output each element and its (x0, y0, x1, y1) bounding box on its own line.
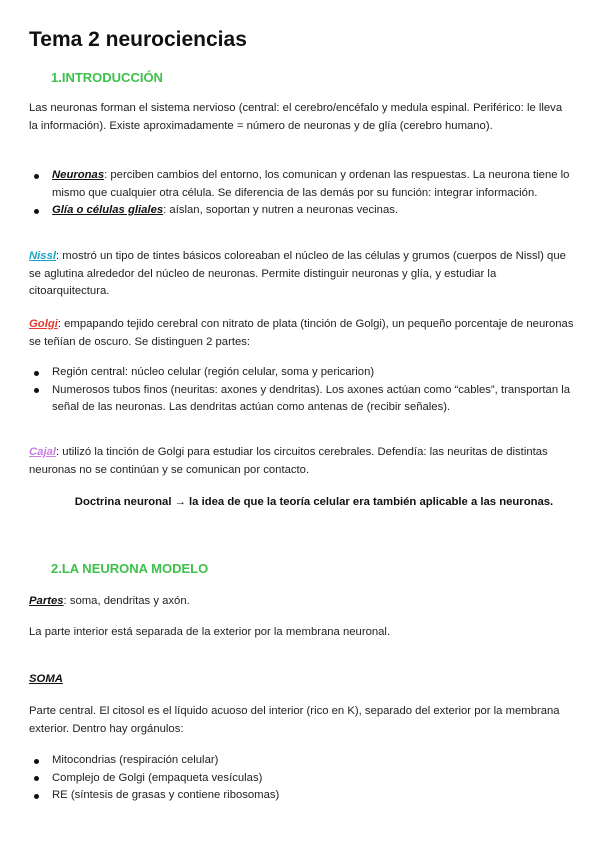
parts-text: : soma, dendritas y axón. (63, 595, 190, 607)
list-item-text: Región central: núcleo celular (región celular, soma y pericarion) (52, 366, 375, 378)
list-item-text: : perciben cambios del entorno, los comunican y ordenan las respuestas. La neurona tiene lo mismo que cualquier otra célula. Se diferencia de las demás por su función: integrar información. (52, 169, 570, 199)
membrane-paragraph (29, 624, 574, 642)
nissl-paragraph (29, 248, 574, 301)
list-item-text: : aíslan, soportan y nutren a neuronas vecinas. (163, 204, 399, 217)
list-item-text: Numerosos tubos finos (neuritas: axones y dendritas). Los axones actúan como “cables”, transportan la señal de las neuronas. Las dendritas actúan como antenas de (recibir señales). (52, 383, 571, 414)
soma-text: Parte central. El citosol es el líquido acuoso del interior (rico en K), separado del exterior por la membrana exterior. Dentro hay orgánulos: (29, 705, 560, 735)
nissl-text: : mostró un tipo de tintes básicos coloreaban el núcleo de las células y grumos (cuerpos de Nissl) que se aglutina alrededor del núcleo de neuronas. Permite distinguir neuronas y glía, y estudiar la citoarquitectura. (29, 250, 566, 298)
soma-heading: SOMA (29, 673, 63, 685)
doctrine-statement: Doctrina neuronal → la idea de que la teoría celular era también aplicable a las neuronas. (74, 496, 554, 508)
bullet-icon (34, 759, 39, 764)
section-heading-neurona-modelo: 2.LA NEURONA MODELO (51, 561, 209, 576)
list-item (34, 787, 574, 805)
page-title: Tema 2 neurociencias (29, 28, 247, 51)
golgi-paragraph (29, 316, 574, 351)
golgi-parts-list (34, 364, 574, 417)
cajal-text: : utilizó la tinción de Golgi para estudiar los circuitos cerebrales. Defendía: las neuritas de distintas neuronas no se continúan y se comunican por contacto. (29, 446, 548, 476)
parts-paragraph (29, 593, 574, 611)
list-item (34, 167, 574, 202)
bullet-icon (34, 174, 39, 179)
list-item (34, 752, 574, 770)
list-item (34, 202, 574, 220)
term-cajal: Cajal (29, 446, 57, 458)
list-item-text: Complejo de Golgi (empaqueta vesículas) (52, 771, 263, 784)
intro-paragraph (29, 100, 574, 135)
bullet-icon (34, 209, 39, 214)
intro-text: Las neuronas forman el sistema nervioso (central: el cerebro/encéfalo y medula espinal. Periférico: le lleva la información). Existe aproximadamente = número de neuronas y de glía (cerebro humano). (29, 102, 563, 132)
bullet-icon (34, 371, 39, 376)
soma-paragraph (29, 703, 574, 738)
list-item (34, 364, 574, 382)
golgi-text: : empapando tejido cerebral con nitrato de plata (tinción de Golgi), un pequeño porcentaje de neuronas se teñían de oscuro. Se distinguen 2 partes: (29, 318, 574, 348)
list-item-text: RE (síntesis de grasas y contiene ribosomas) (52, 789, 280, 802)
cell-types-list (34, 167, 574, 220)
term-partes: Partes (29, 595, 64, 607)
bullet-icon (34, 776, 39, 781)
section-heading-introduccion: 1.INTRODUCCIÓN (51, 70, 163, 85)
term-neuronas: Neuronas (52, 169, 105, 181)
term-glia: Glía o células gliales (52, 204, 164, 217)
bullet-icon (34, 388, 39, 393)
bullet-icon (34, 794, 39, 799)
cajal-paragraph (29, 444, 574, 479)
list-item (34, 770, 574, 788)
organelles-list (34, 752, 574, 805)
list-item (34, 382, 574, 417)
membrane-text: La parte interior está separada de la exterior por la membrana neuronal. (29, 626, 391, 638)
list-item-text: Mitocondrias (respiración celular) (52, 754, 219, 766)
term-golgi: Golgi (29, 318, 58, 330)
term-nissl: Nissl (29, 250, 57, 262)
